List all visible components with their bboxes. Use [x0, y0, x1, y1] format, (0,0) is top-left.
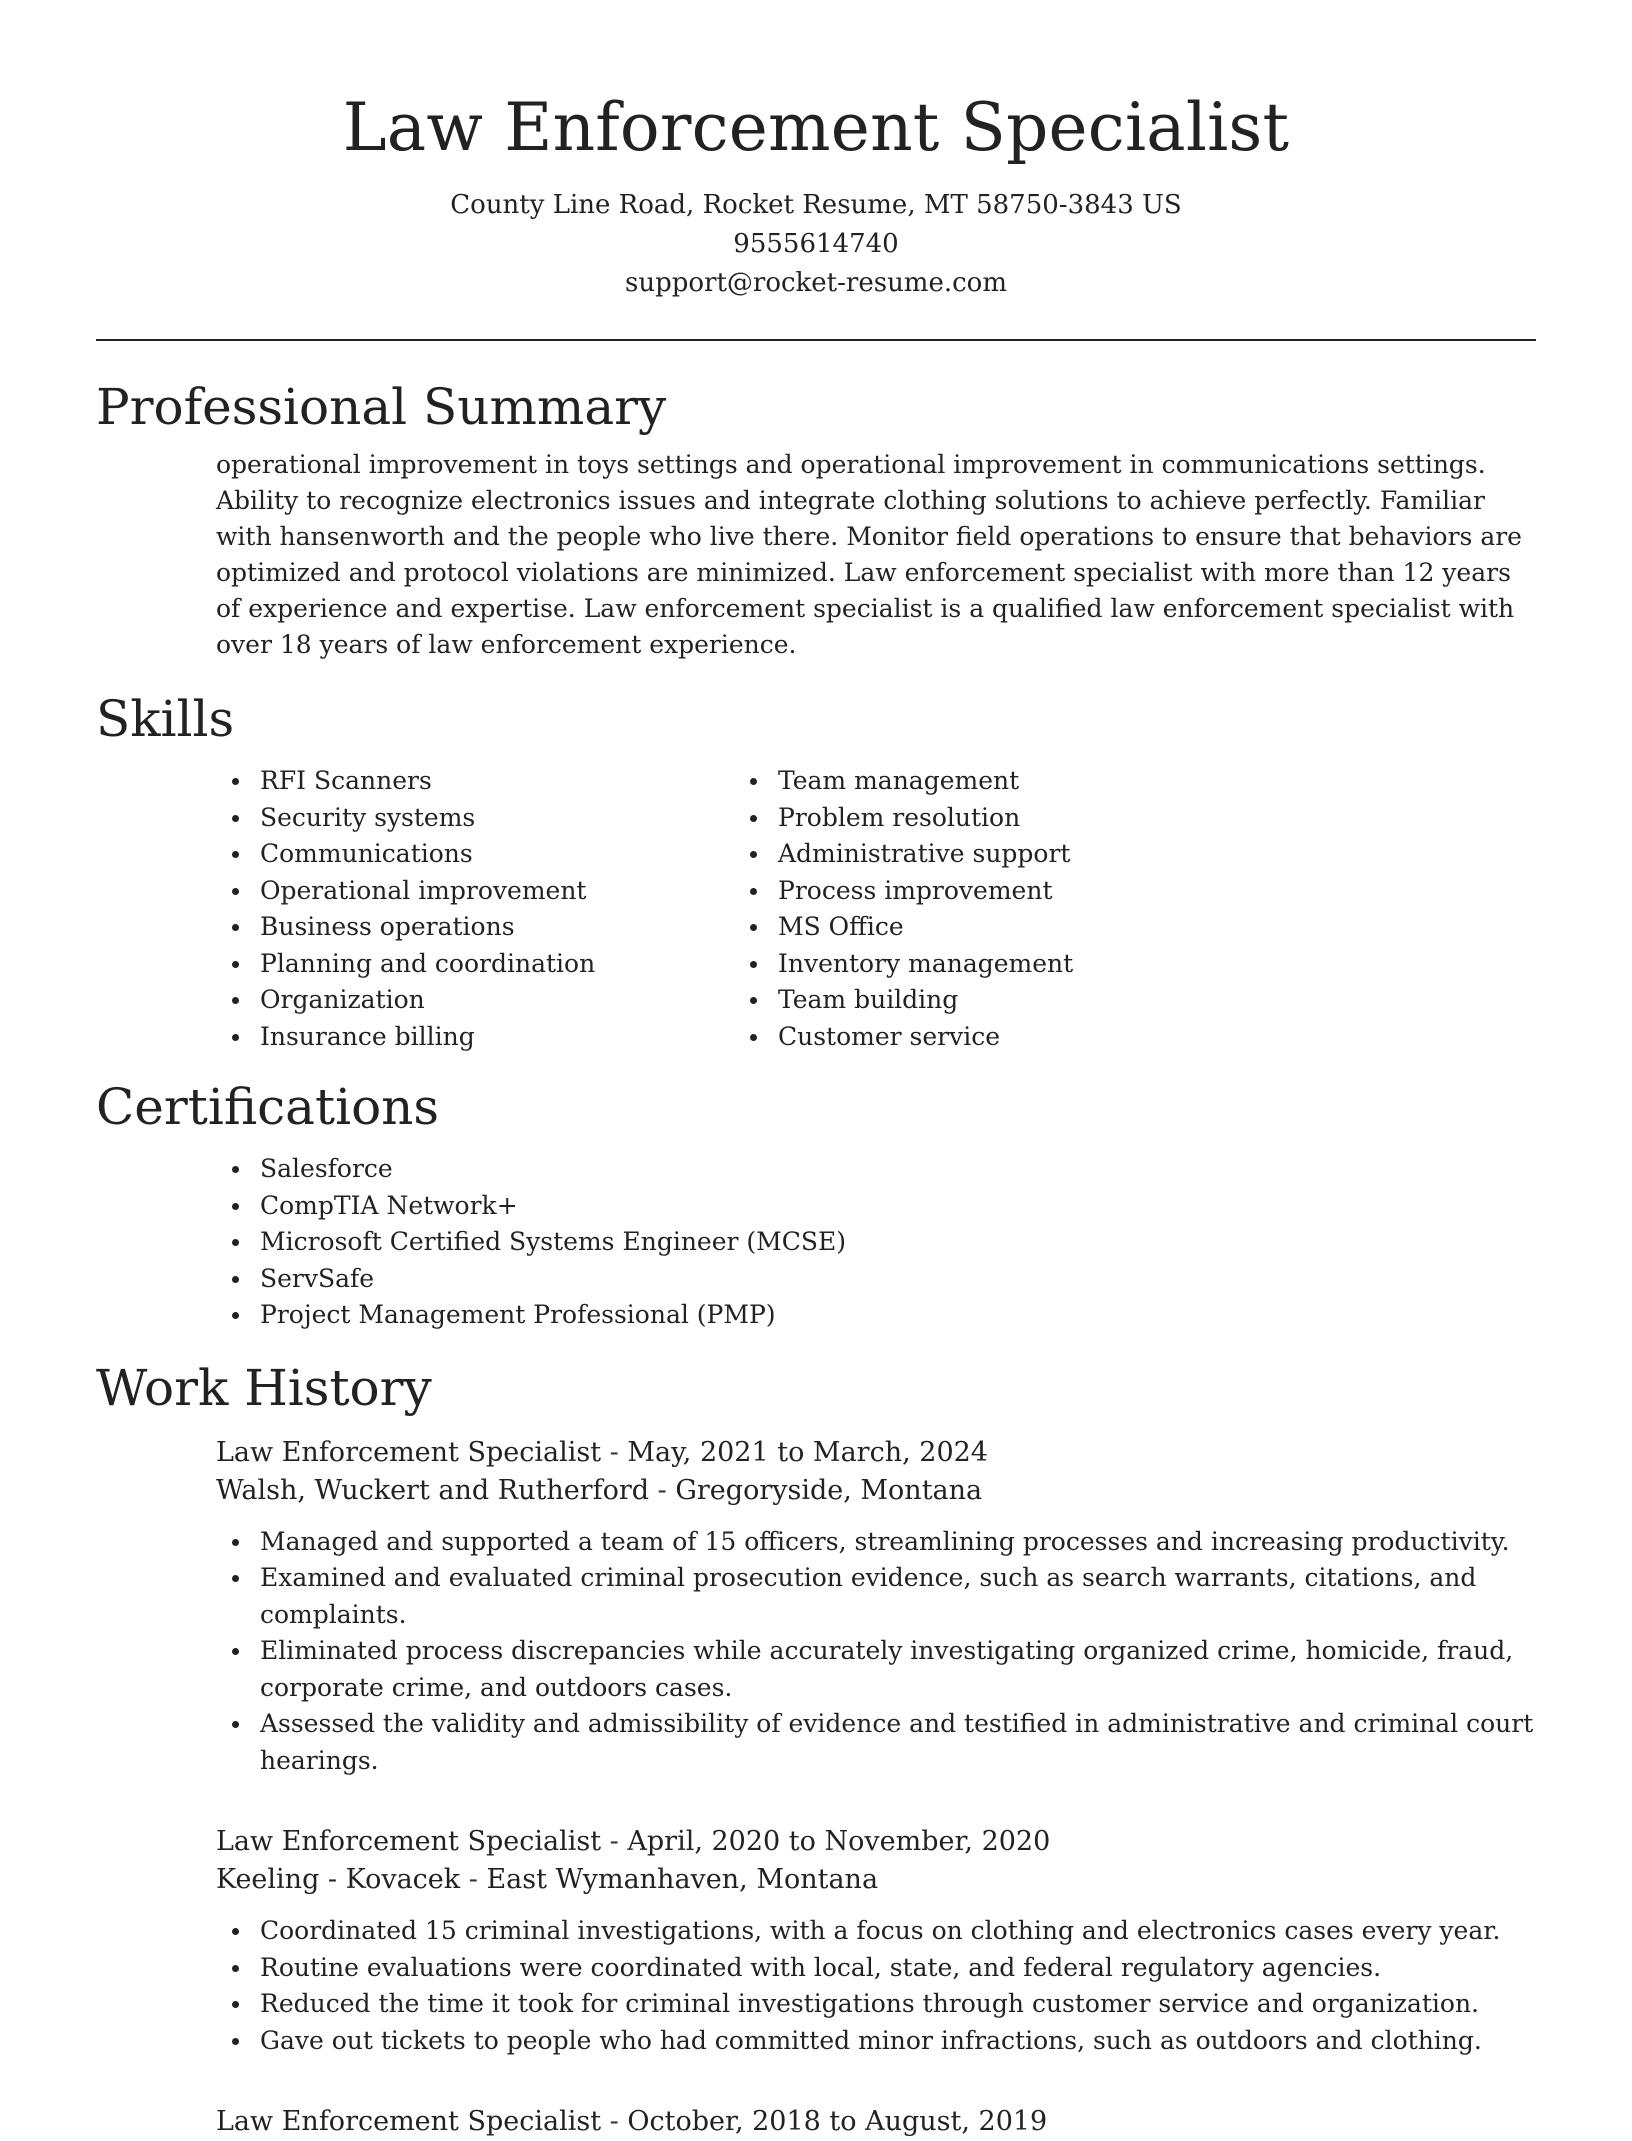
job-entry [96, 2103, 1536, 2141]
job-title: Law Enforcement Specialist [216, 1436, 602, 1468]
skills-columns [96, 763, 1536, 1055]
job-title: Law Enforcement Specialist [216, 2106, 602, 2137]
job-location: Gregoryside, Montana [675, 1474, 983, 1506]
job-bullets [96, 1913, 1536, 2059]
summary-heading: Professional Summary [96, 378, 667, 436]
resume-name: Law Enforcement Specialist [342, 89, 1290, 166]
job-company: Walsh, Wuckert and Rutherford [216, 1474, 650, 1506]
job-spacer [96, 1779, 1536, 1809]
work-history-heading: Work History [96, 1358, 432, 1417]
skill-item: Administrative support [614, 836, 1404, 873]
skill-item: Team management [614, 763, 1404, 800]
job-title-line [216, 1434, 1536, 1472]
contact-address: County Line Road, Rocket Resume, MT 58750-3843 US [450, 190, 1182, 220]
job-dates: May, 2021 to March, 2024 [627, 1436, 988, 1468]
certification-item: Salesforce [96, 1151, 1536, 1188]
skill-item: Security systems [96, 800, 746, 837]
job-bullet: Reduced the time it took for criminal investigations through customer service and organization. [96, 1986, 1536, 2023]
job-separator: - [601, 2106, 628, 2137]
job-entry [96, 1434, 1536, 1780]
skill-item: Problem resolution [614, 800, 1404, 837]
skill-item: MS Office [614, 909, 1404, 946]
job-bullet: Assessed the validity and admissibility of evidence and testified in administrative and criminal court hearings. [96, 1706, 1536, 1779]
job-dates: October, 2018 to August, 2019 [627, 2106, 1048, 2137]
job-bullet: Routine evaluations were coordinated with local, state, and federal regulatory agencies. [96, 1950, 1536, 1987]
job-bullets [96, 1524, 1536, 1780]
job-company-line [216, 1861, 1536, 1899]
job-separator: - [460, 1864, 487, 1895]
skill-item: Operational improvement [96, 873, 746, 910]
job-bullet: Managed and supported a team of 15 officers, streamlining processes and increasing productivity. [96, 1524, 1536, 1561]
job-dates: April, 2020 to November, 2020 [627, 1826, 1051, 1857]
job-bullet: Examined and evaluated criminal prosecution evidence, such as search warrants, citations, and complaints. [96, 1560, 1536, 1633]
skill-item: Customer service [614, 1019, 1404, 1056]
certification-item: CompTIA Network+ [96, 1188, 1536, 1225]
job-title: Law Enforcement Specialist [216, 1826, 602, 1857]
skill-item: RFI Scanners [96, 763, 746, 800]
resume-page [96, 0, 1536, 2141]
contact-info [96, 186, 1536, 303]
skill-item: Process improvement [614, 873, 1404, 910]
job-entry [96, 1823, 1536, 2059]
skill-item: Insurance billing [96, 1019, 746, 1056]
job-bullet: Eliminated process discrepancies while accurately investigating organized crime, homicide, fraud, corporate crime, and outdoors cases. [96, 1633, 1536, 1706]
certification-item: Microsoft Certified Systems Engineer (MCSE) [96, 1224, 1536, 1261]
job-location: East Wymanhaven, Montana [486, 1864, 879, 1895]
contact-email: support@rocket-resume.com [624, 268, 1007, 298]
job-company: Keeling - Kovacek [216, 1864, 461, 1895]
certifications-heading: Certifications [96, 1078, 440, 1136]
certifications-list [96, 1151, 1536, 1334]
skill-item: Organization [96, 982, 746, 1019]
job-title-line [216, 1823, 1536, 1861]
certification-item: Project Management Professional (PMP) [96, 1297, 1536, 1334]
certification-item: ServSafe [96, 1261, 1536, 1298]
skill-item: Team building [614, 982, 1404, 1019]
summary-text: operational improvement in toys settings and operational improvement in communications settings. Ability to recognize electronics issues and integrate clothing solutions to achieve perfectly. Familiar with hansenworth and the people who live there. Monitor field operations to ensure that behaviors are optimized and protocol violations are minimized. Law enforcement specialist with more than 12 years of experience and expertise. Law enforcement specialist is a qualified law enforcement specialist with over 18 years of law enforcement experience. [216, 450, 1522, 659]
skills-heading: Skills [96, 690, 235, 748]
skills-list-right [614, 763, 1404, 1055]
job-title-line [216, 2103, 1536, 2141]
contact-phone: 9555614740 [733, 229, 899, 259]
job-bullet: Coordinated 15 criminal investigations, with a focus on clothing and electronics cases every year. [96, 1913, 1536, 1950]
job-separator: - [649, 1474, 676, 1506]
skill-item: Inventory management [614, 946, 1404, 983]
skill-item: Business operations [96, 909, 746, 946]
skill-item: Communications [96, 836, 746, 873]
header-divider [96, 339, 1536, 341]
job-separator: - [601, 1826, 628, 1857]
job-separator: - [601, 1436, 628, 1468]
job-company-line [216, 1472, 1536, 1510]
job-spacer [96, 2059, 1536, 2089]
skill-item: Planning and coordination [96, 946, 746, 983]
job-bullet: Gave out tickets to people who had committed minor infractions, such as outdoors and clothing. [96, 2023, 1536, 2060]
